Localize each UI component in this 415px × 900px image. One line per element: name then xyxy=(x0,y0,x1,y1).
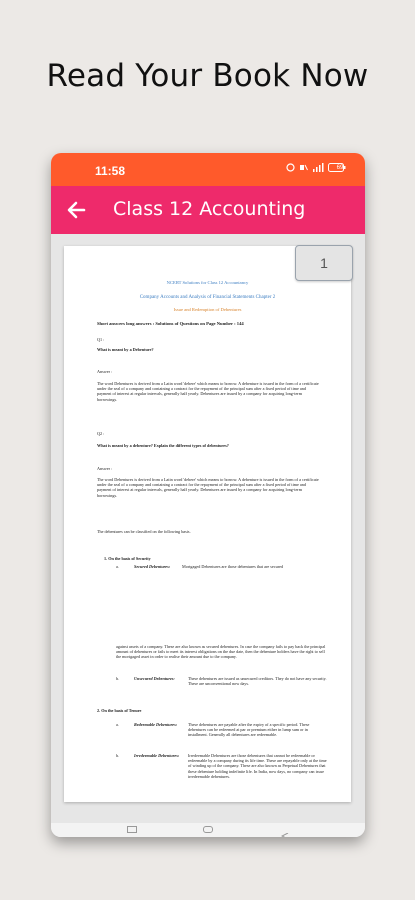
basis1-heading: 1. On the basis of Security xyxy=(104,556,151,561)
back-arrow-icon[interactable] xyxy=(65,199,87,221)
app-bar xyxy=(51,186,365,234)
basis2-a-text: These debentures are payable after the expiry of a specific period. These debentures can be redeemed at par or premium either in lump sum or in installment. Generally all debentures are redeemable. xyxy=(188,722,310,738)
battery-level: 69 xyxy=(336,164,344,171)
basis2-heading: 2. On the basis of Tenure xyxy=(97,708,142,713)
basis1-b-title: Unsecured Debentures: xyxy=(134,676,175,681)
answer2-label: Answer : xyxy=(97,466,113,471)
phone-frame xyxy=(51,153,365,837)
basis2-a-title: Redeemable Debentures: xyxy=(134,722,178,727)
page-number-indicator[interactable]: 1 xyxy=(295,245,353,281)
basis2-a-label: a. xyxy=(116,722,119,727)
basis2-b-title: Irredeemable Debentures: xyxy=(134,753,180,758)
basis2-b-label: b. xyxy=(116,753,120,758)
basis1-b-text: These debentures are issued as unsecured creditors. They do not have any security. These are unconventional now days. xyxy=(188,676,327,687)
navigation-bar xyxy=(51,823,365,837)
q2-label: Q2 : xyxy=(97,431,105,436)
app-title: Class 12 Accounting xyxy=(113,198,306,220)
document-page[interactable] xyxy=(64,246,351,802)
q1-text: What is meant by a Debenture? xyxy=(97,347,154,352)
mute-icon xyxy=(299,163,308,172)
basis1-b-label: b. xyxy=(116,676,120,681)
recents-icon[interactable] xyxy=(127,826,137,833)
classified-text: The debentures can be classified on the following basis. xyxy=(97,529,191,534)
answer1-text: The word Debentures is derived from a Latin word 'debere' which means to borrow. A debenture is issued in the form of a certificate under the seal of a company and containing a contract for the repayment of the principal sum after a fixed period of time and payment of interest at regular intervals, generally half yearly. Debentures are issued by a company for acquiring long-term borrowings. xyxy=(97,381,319,402)
doc-heading: Short answers long answers : Solutions of Questions on Page Number : 144 xyxy=(97,321,244,326)
status-time: 11:58 xyxy=(95,164,126,178)
doc-title: NCERT Solutions for Class 12 Accountancy xyxy=(166,280,249,285)
basis1-a-title: Secured Debentures: xyxy=(134,564,171,569)
answer2-text: The word Debentures is derived from a Latin word 'debere' which means to borrow. A debenture is issued in the form of a certificate under the seal of a company and containing a contract for the repayment of the principal sum after a fixed period of time and payment of interest at regular intervals, generally half yearly. Debentures are issued by a company for acquiring long-term borrowings. xyxy=(97,477,319,498)
basis2-b-text: Irredeemable Debentures are those debentures that cannot be redeemable or redeemable by a company during its life time. These are repayable only at the time of winding up of the company. These are also known as Perpetual Debentures that these debenture holding indefinite life. In India, now days, no company can issue irredeemable debentures. xyxy=(188,753,327,779)
q1-label: Q1 : xyxy=(97,337,105,342)
back-nav-icon[interactable] xyxy=(281,826,289,831)
promo-headline: Read Your Book Now xyxy=(46,58,369,94)
basis1-a-label: a. xyxy=(116,564,119,569)
doc-topic: Issue and Redemption of Debentures xyxy=(173,307,242,312)
doc-chapter: Company Accounts and Analysis of Financial Statements Chapter 2 xyxy=(139,295,276,300)
q2-text: What is meant by a debenture? Explain the different types of debentures? xyxy=(97,443,229,448)
basis1-a-cont: against assets of a company. These are also known as secured debentures. In case the company fails to pay back the principal amount of debentures or fails to meet its interest obligations on the due date, then the debenture holders have the right to sell the mortgaged asset in order to realise their amount due to the company. xyxy=(116,644,326,660)
reader-area[interactable] xyxy=(51,234,365,837)
home-icon[interactable] xyxy=(203,826,213,833)
answer1-label: Answer : xyxy=(97,369,113,374)
alarm-icon xyxy=(286,163,295,172)
signal-icon xyxy=(312,163,324,172)
basis1-a-text: Mortgaged Debentures are those debentures that are secured xyxy=(182,564,284,569)
status-icons xyxy=(286,163,347,172)
status-bar xyxy=(51,153,365,186)
